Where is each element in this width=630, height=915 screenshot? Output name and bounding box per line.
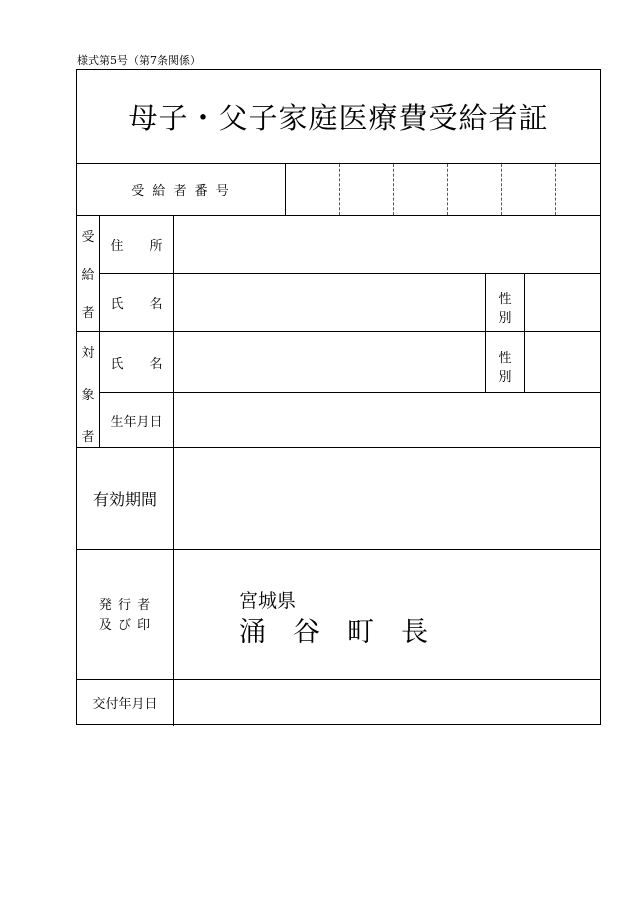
issuer-name: 涌 谷 町 長 (239, 617, 428, 648)
digit-divider (339, 164, 340, 215)
issuer-prefecture: 宮城県 (239, 590, 297, 612)
digit-divider (501, 164, 502, 215)
issue-date-field[interactable] (174, 680, 600, 725)
issue-date-label: 交付年月日 (92, 697, 158, 712)
recipient-name-label: 氏 名 (110, 297, 163, 312)
subject-name-label: 氏 名 (110, 356, 163, 372)
address-label: 住 所 (110, 239, 163, 254)
divider (485, 274, 486, 393)
digit-divider (393, 164, 394, 215)
digit-divider (555, 164, 556, 215)
subject-gender-field[interactable] (525, 332, 600, 392)
recipient-gender-label: 性 別 (498, 292, 512, 326)
recipient-name-field[interactable] (174, 274, 485, 331)
birth-date-field[interactable] (174, 393, 600, 447)
recipient-gender-field[interactable] (525, 274, 600, 331)
subject-group-label: 対 象 者 (81, 346, 95, 445)
recipient-number-field[interactable] (286, 164, 600, 214)
subject-name-field[interactable] (174, 332, 485, 392)
divider (77, 549, 600, 550)
certificate-title: 母子・父子家庭医療費受給者証 (128, 101, 549, 135)
validity-field[interactable] (174, 448, 600, 549)
certificate-frame (76, 69, 601, 725)
digit-divider (447, 164, 448, 215)
subject-gender-label: 性 別 (498, 351, 512, 385)
form-number-label: 様式第5号（第7条関係） (77, 54, 201, 67)
recipient-number-label: 受 給 者 番 号 (131, 183, 231, 199)
validity-label: 有効期間 (92, 490, 157, 509)
address-field[interactable] (174, 216, 600, 273)
recipient-group-label: 受 給 者 (81, 230, 95, 321)
issuer-label: 発 行 者 及 び 印 (98, 598, 152, 633)
birth-date-label: 生年月日 (110, 414, 163, 430)
